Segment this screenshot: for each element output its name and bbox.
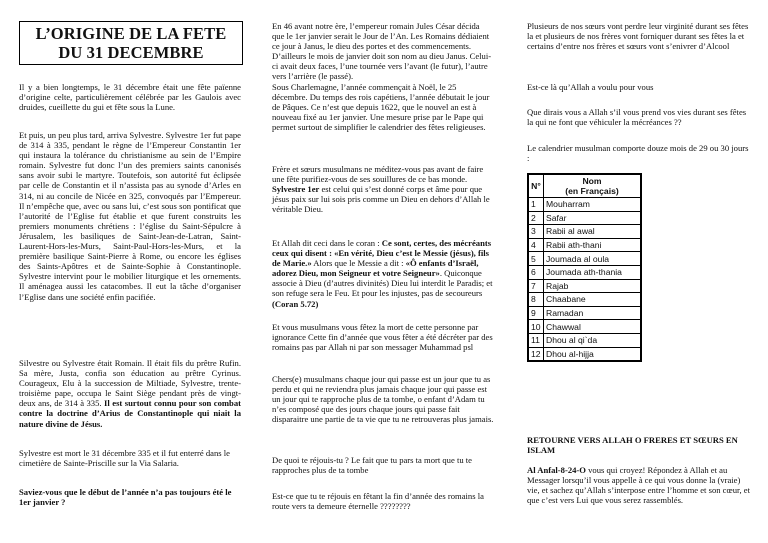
- month-number: 11: [528, 333, 544, 347]
- sylvestre-romain-text: Silvestre ou Sylvestre était Romain. Il était fils du prêtre Rufin. Sa mère, Justa, confia son éducation au prêtre Cyrinus. Courageux, Elu à la succession de Miltiade, Sylvestre, trente-troisième pape, occupa le Saint Siège pendant près de vingt-deux ans, de 314 à 335.: [19, 358, 241, 409]
- sylvestre-arius-end: .: [100, 418, 103, 429]
- paragraph-fin-annee: Est-ce que tu te réjouis en fêtant la fin d’année des romains la route vers ta demeure éternelle ????????: [272, 491, 484, 512]
- charlemagne-text: Sous Charlemagne, l’année commençait à Noël, le 25 décembre. Du temps des rois capétiens, l’année débutait le jour de Pâques. Ce n’est que depuis 1622, que le nouvel an est à nouveau fixé au 1er janvier. Une mesure prise par le Pape qui permet surtout de simplifier le calendrier des fêtes religieuses.: [272, 81, 490, 132]
- paragraph-sylvestre-pape: Et puis, un peu plus tard, arriva Sylvestre. Sylvestre 1er fut pape de 314 à 335, pendant le règne de l’Empereur Constantin 1er qui instaura la tolérance du christianisme au sein de l’Empire romain. Sylvestre fut donc l’un des premiers saints canonisés sans avoir subi le martyre. Toutefois, son autorité fut éclipsée par celle de Constantin et il n’assista pas au synode d’Arles en 314, ni au concile de Nicée en 325, convoqués par l’Empereur. Il n’empêche que, avec ou sans lui, c’est sous son pontificat que l’autorité de l’Eglise fut établie et que furent construits les premiers monuments chrétiens : l’église du Saint-Sépulcre à Jérusalem, les basiliques de Saint-Jean-de-Latran, Saint-Laurent-Hors-les-Murs, Saint-Paul-Hors-les-Murs, et la première basilique Saint-Pierre à Rome, ou encore les églises des Saints-Apôtres et de Sainte-Sophie à Constantinople. Sylvestre intervint pour le mobilier liturgique et les ornements. Il aménagea aussi les catacombes. Il eut la tâche d’organiser l’Eglise dans une société enfin pacifiée.: [19, 130, 241, 302]
- table-row: [528, 320, 641, 334]
- al-anfal-reference: Al Anfal-8-24-O: [527, 465, 586, 475]
- paragraph-soeurs-freres: Plusieurs de nos sœurs vont perdre leur virginité durant ses fêtes la et plusieurs de nos frères vont forniquer durant ses fêtes la et certains d’entre nos frères et sœurs vont s’enivrer d’Alcool: [527, 21, 749, 52]
- coran-connector: Alors que le Messie a dit :: [311, 258, 406, 269]
- paragraph-calendrier: Le calendrier musulman comporte douze mois de 29 ou 30 jours :: [527, 143, 749, 164]
- paragraph-mort-ignorance: Et vous musulmans vous fêtez la mort de cette personne par ignorance Cette fin d’année que vous fêter a été décréter par des romains pas par Allah ni par son messager Muhammad psl: [272, 322, 493, 353]
- al-anfal-text: vous qui croyez! Répondez à Allah et au Messager lorsqu’il vous appelle à ce qui vous donne la (vraie) vie, et sachez qu’Allah s’interpose entre l’homme et son cœur, et que c’est vers Lui que vous serez rassemblés.: [527, 465, 751, 506]
- table-row: [528, 238, 641, 252]
- table-row: [528, 225, 641, 239]
- month-name: Joumada ath-thania: [544, 265, 642, 279]
- month-name: Dhou al qi`da: [544, 333, 642, 347]
- header-name: [544, 174, 642, 198]
- paragraph-freres-soeurs: [272, 164, 494, 214]
- document-title: [19, 21, 243, 65]
- header-name-line-2: (en Français): [565, 186, 619, 196]
- table-row: [528, 265, 641, 279]
- month-name: Rajab: [544, 279, 642, 293]
- sylvestre-bold: Sylvestre 1er: [272, 184, 320, 195]
- month-name: Chawwal: [544, 320, 642, 334]
- month-number: 5: [528, 252, 544, 266]
- paragraph-question-annee: Saviez-vous que le début de l’année n’a pas toujours été le 1er janvier ?: [19, 487, 232, 508]
- month-number: 6: [528, 265, 544, 279]
- paragraph-origin: Il y a bien longtemps, le 31 décembre était une fête païenne d’origine celte, particulièrement célébrée par les Gaulois avec druides, cueillette du gui et fête sous la Lune.: [19, 82, 241, 113]
- month-number: 4: [528, 238, 544, 252]
- coran-quote-2: «Ô enfants d’Israël, adorez Dieu, mon Seigneur et votre Seigneur»: [272, 258, 479, 279]
- table-row: [528, 252, 641, 266]
- jules-cesar-text: En 46 avant notre ère, l’empereur romain Jules César décida que le 1er janvier serait le Jour de l’An. Les Romains dédiaient ce jour à Janus, le dieu des portes et des commencements. D’ailleurs le mois de janvier doit son nom au dieu Janus. Celui-ci avait deux faces, l’une tournée vers l’avant (le futur), l’autre vers l’arrière (le passé).: [272, 21, 492, 82]
- table-row: [528, 293, 641, 307]
- paragraph-sylvestre-mort: Sylvestre est mort le 31 décembre 335 et il fut enterré dans le cimetière de Sainte-Priscille sur la Via Salaria.: [19, 448, 230, 469]
- month-name: Chaabane: [544, 293, 642, 307]
- month-name: Mouharram: [544, 198, 642, 212]
- heading-retourne: RETOURNE VERS ALLAH O FRERES ET SŒURS EN ISLAM: [527, 435, 738, 456]
- month-name: Safar: [544, 211, 642, 225]
- paragraph-coran: [272, 238, 494, 309]
- paragraph-jour-perdu: Chers(e) musulmans chaque jour qui passe est un jour que tu as perdu et qui ne reviendra plus jamais chaque jour qui passe est un jour qui te rapproche plus de ta tombe, o enfant d’Adam tu n’es composé que des jours chaque jours qui passe fait disparaitre une partie de ta vie que tu ne retrouveras plus jamais.: [272, 374, 494, 425]
- freres-soeurs-text: Frère et sœurs musulmans ne méditez-vous pas avant de faire une fête purifiez-vous de ses souillures de ce bas monde.: [272, 164, 484, 185]
- paragraph-jules-cesar: [272, 21, 494, 132]
- coran-rest: . Quiconque associe à Dieu (d’autres divinités) Dieu lui interdit le Paradis; et son refuge sera le Feu. Et pour les injustes, pas de secoureurs: [272, 268, 493, 299]
- month-number: 7: [528, 279, 544, 293]
- month-number: 8: [528, 293, 544, 307]
- sylvestre-arius-bold: Il est surtout connu pour son combat contre la doctrine d’Arius de Constantinople qui niait la nature divine de Jésus: [19, 398, 241, 429]
- table-row: [528, 198, 641, 212]
- title-line-1: L’ORIGINE DE LA FETE: [35, 24, 227, 43]
- months-table-header: [528, 174, 641, 198]
- month-number: 10: [528, 320, 544, 334]
- header-name-line-1: Nom: [582, 176, 602, 186]
- table-row: [528, 333, 641, 347]
- paragraph-al-anfal: [527, 465, 752, 505]
- coran-quote-1: Ce sont, certes, des mécréants ceux qui disent : «En vérité, Dieu c’est le Messie (jésus), fils de Marie.»: [272, 238, 492, 269]
- month-number: 3: [528, 225, 544, 239]
- month-name: Ramadan: [544, 306, 642, 320]
- coran-intro: Et Allah dit ceci dans le coran :: [272, 238, 382, 248]
- table-row: [528, 211, 641, 225]
- month-number: 12: [528, 347, 544, 361]
- header-number: N°: [528, 174, 544, 198]
- month-name: Rabii al awal: [544, 225, 642, 239]
- coran-reference: (Coran 5.72): [272, 298, 319, 309]
- month-number: 9: [528, 306, 544, 320]
- month-name: Dhou al-hijja: [544, 347, 642, 361]
- table-row: [528, 347, 641, 361]
- sylvestre-rest-text: est celui qui s’est donné corps et âme pour que jésus paix sur lui sois pris comme un Dieu en dehors d’Allah le véritable Dieu.: [272, 184, 490, 215]
- paragraph-rejouis: De quoi te réjouis-tu ? Le fait que tu pars ta mort que tu te rapproches plus de ta tombe: [272, 455, 472, 476]
- paragraph-allah-voulu: Est-ce là qu’Allah a voulu pour vous: [527, 82, 654, 92]
- paragraph-que-dirais: Que dirais vous a Allah s’il vous prend vos vies durant ses fêtes la qui ne font que véhiculer la mécréances ??: [527, 107, 747, 128]
- table-row: [528, 279, 641, 293]
- table-row: [528, 306, 641, 320]
- month-number: 1: [528, 198, 544, 212]
- months-table: [527, 173, 642, 362]
- month-name: Rabii ath-thani: [544, 238, 642, 252]
- month-name: Joumada al oula: [544, 252, 642, 266]
- paragraph-sylvestre-romain: [19, 358, 241, 429]
- title-line-2: DU 31 DECEMBRE: [58, 43, 204, 62]
- month-number: 2: [528, 211, 544, 225]
